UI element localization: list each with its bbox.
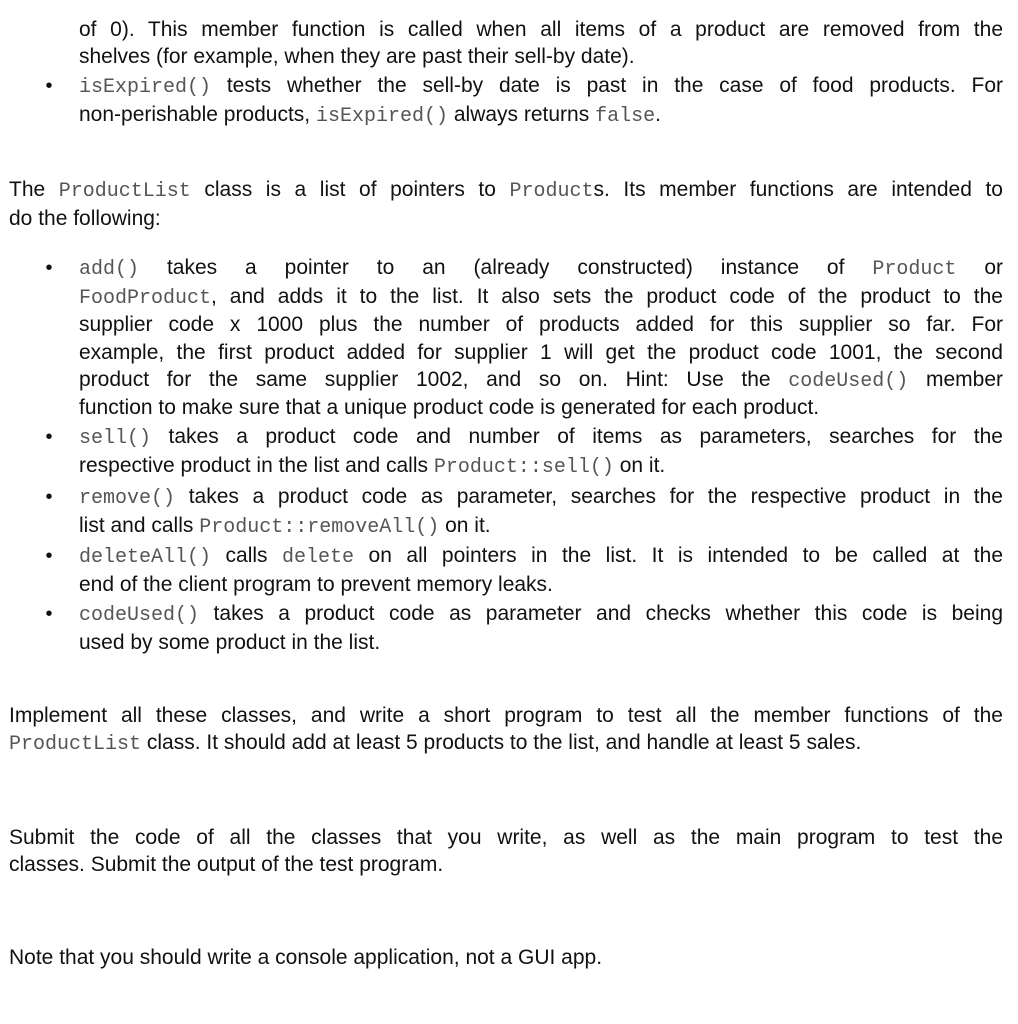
code-identifier: Product [509, 180, 594, 203]
code-identifier: delete [282, 546, 355, 569]
text-run: respective product in the list and calls [79, 454, 434, 477]
text-run: do the following: [9, 207, 161, 230]
text-run: Submit the code of all the classes that you write, as well as the main program to test the [9, 826, 1003, 849]
text-run: classes. Submit the output of the test program. [9, 853, 444, 876]
code-identifier: FoodProduct [79, 287, 212, 310]
text-run: end of the client program to prevent memory leaks. [79, 573, 553, 596]
text-run: product for the same supplier 1002, and so on. Hint: Use the [79, 368, 789, 391]
text-line [9, 176, 1003, 206]
text-line [79, 43, 635, 71]
text-line [79, 542, 1003, 572]
bullet-marker: • [45, 486, 53, 508]
text-run: class is a list of pointers to [190, 178, 510, 201]
text-run: on all pointers in the list. It is intended to be called at the [354, 544, 1004, 567]
text-line [79, 600, 1003, 630]
text-line [9, 824, 1003, 852]
code-identifier: remove() [79, 487, 176, 510]
text-run: example, the first product added for supplier 1 will get the product code 1001, the second [79, 341, 1003, 364]
text-line [79, 512, 491, 542]
text-run: The [9, 178, 59, 201]
text-run: , and adds it to the list. It also sets the product code of the product to the [211, 285, 1003, 308]
text-run: list and calls [79, 514, 200, 537]
text-run: shelves (for example, when they are past their sell-by date). [79, 45, 635, 68]
code-identifier: isExpired() [79, 76, 212, 99]
text-run: s. Its member functions are intended to [593, 178, 1003, 201]
text-line [79, 452, 665, 482]
code-identifier: sell() [79, 427, 152, 450]
code-identifier: ProductList [58, 180, 191, 203]
text-line [79, 571, 553, 599]
text-run: supplier code x 1000 plus the number of products added for this supplier so far. For [79, 313, 1003, 336]
code-identifier: Product::sell() [433, 456, 614, 479]
text-line [79, 366, 1003, 396]
text-run: Implement all these classes, and write a short program to test all the member functions of the [9, 704, 1003, 727]
text-run: on it. [439, 514, 491, 537]
text-run: on it. [613, 454, 666, 477]
bullet-marker: • [45, 603, 53, 625]
text-line [79, 629, 380, 657]
text-run: non-perishable products, [79, 103, 316, 126]
text-run: . [655, 103, 661, 126]
text-run: takes a product code as parameter and checks whether this code is being [199, 602, 1003, 625]
text-line [9, 205, 161, 233]
text-line [79, 254, 1003, 284]
text-run: member [908, 368, 1003, 391]
text-run: always returns [448, 103, 596, 126]
text-run: takes a pointer to an (already constructed) instance of [139, 256, 873, 279]
bullet-marker: • [45, 545, 53, 567]
text-run: of 0). This member function is called when all items of a product are removed from the [79, 18, 1003, 41]
text-line [79, 283, 1003, 313]
code-identifier: ProductList [9, 733, 142, 756]
text-line [79, 311, 1003, 339]
text-line [79, 394, 819, 422]
text-run: takes a product code as parameter, searches for the respective product in the [175, 485, 1003, 508]
code-identifier: false [595, 105, 656, 128]
text-run: takes a product code and number of items as parameters, searches for the [151, 425, 1003, 448]
text-run: calls [211, 544, 283, 567]
code-identifier: Product [872, 258, 957, 281]
text-line [79, 483, 1003, 513]
text-line [9, 944, 602, 972]
bullet-marker: • [45, 257, 53, 279]
code-identifier: add() [79, 258, 140, 281]
text-run: class. It should add at least 5 products to the list, and handle at least 5 sales. [141, 731, 862, 754]
text-run: used by some product in the list. [79, 631, 381, 654]
text-run: tests whether the sell-by date is past in the case of food products. For [211, 74, 1003, 97]
text-line [9, 729, 861, 759]
text-line [79, 101, 661, 131]
code-identifier: codeUsed() [79, 604, 200, 627]
bullet-marker: • [45, 426, 53, 448]
text-line [9, 702, 1003, 730]
bullet-marker: • [45, 75, 53, 97]
code-identifier: codeUsed() [788, 370, 909, 393]
text-run: or [956, 256, 1003, 279]
text-line [79, 423, 1003, 453]
text-run: Note that you should write a console application, not a GUI app. [9, 946, 603, 969]
text-line [79, 16, 1003, 44]
code-identifier: deleteAll() [79, 546, 212, 569]
text-line [79, 339, 1003, 367]
code-identifier: Product::removeAll() [199, 516, 440, 539]
text-line [79, 72, 1003, 102]
text-run: function to make sure that a unique product code is generated for each product. [79, 396, 820, 419]
text-line [9, 851, 443, 879]
code-identifier: isExpired() [315, 105, 449, 128]
